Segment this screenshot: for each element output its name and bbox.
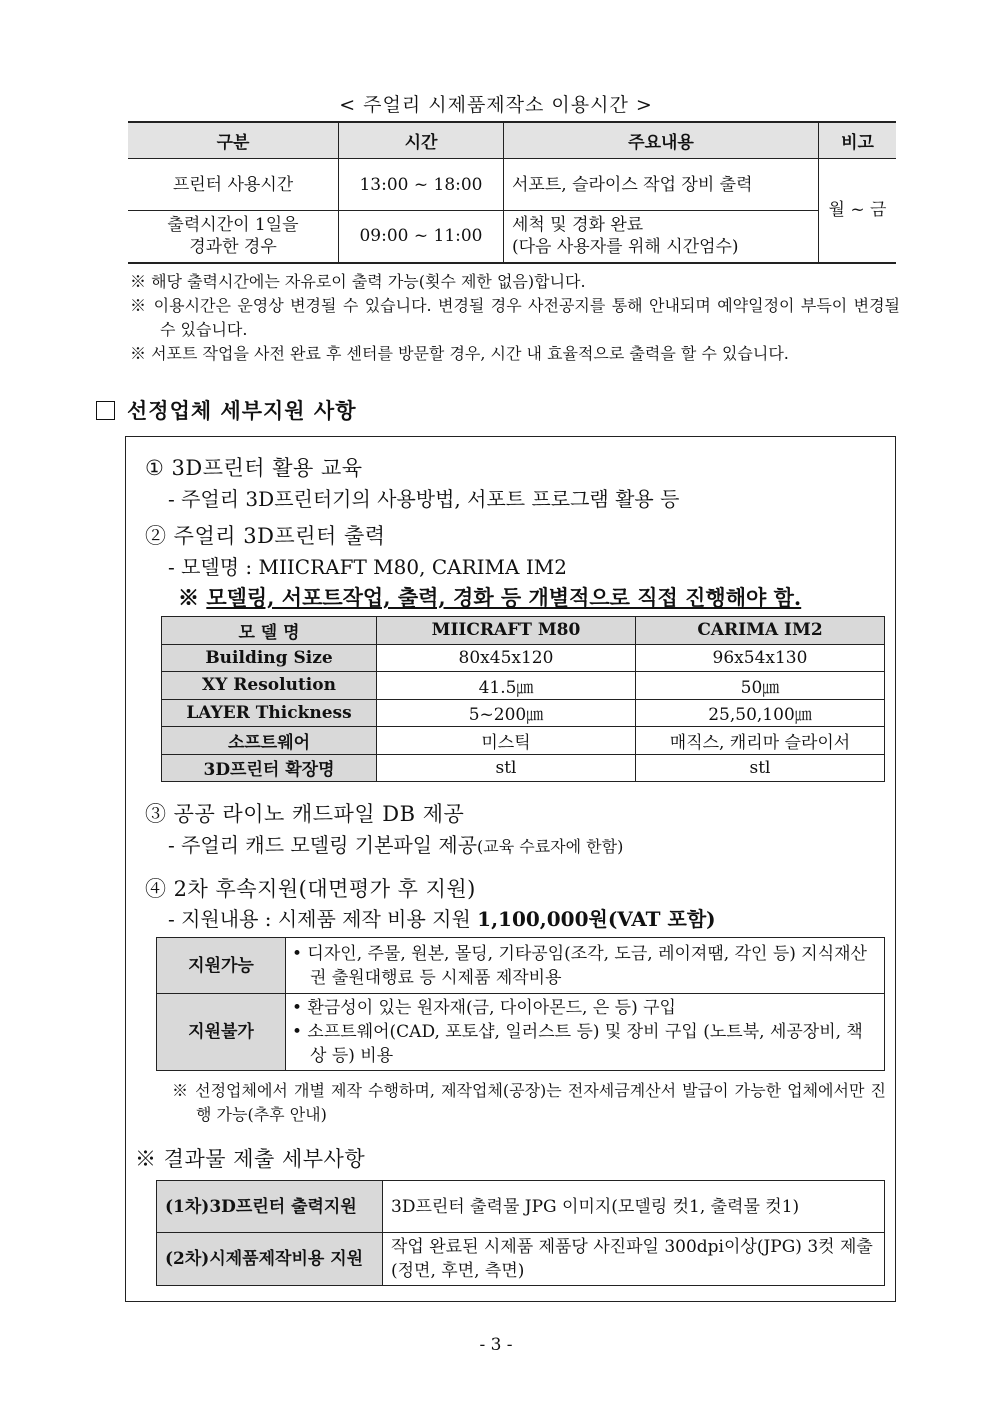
spec-value: 50㎛ — [636, 672, 885, 700]
hours-table — [128, 121, 896, 264]
table-row — [128, 211, 896, 263]
table-row — [157, 1233, 885, 1286]
item3-title: ③ 공공 라이노 캐드파일 DB 제공 — [145, 802, 465, 826]
result-label: (2차)시제품제작비용 지원 — [157, 1233, 383, 1286]
result-label: (1차)3D프린터 출력지원 — [157, 1181, 383, 1233]
item2-line: - 모델명 : MIICRAFT M80, CARIMA IM2 — [168, 555, 567, 579]
scope-content — [286, 938, 885, 994]
table-header: CARIMA IM2 — [636, 617, 885, 645]
spec-value: 80x45x120 — [377, 644, 636, 672]
scope-label: 지원불가 — [157, 994, 286, 1071]
item4-title: ④ 2차 후속지원(대면평가 후 지원) — [145, 877, 476, 901]
table-header: 비고 — [819, 122, 897, 159]
emphasis-text: 모델링, 서포트작업, 출력, 경화 등 개별적으로 직접 진행해야 함. — [206, 585, 802, 610]
table-row — [162, 672, 885, 700]
table-row — [162, 699, 885, 727]
table-header-row — [128, 122, 896, 159]
item3-line-main: - 주얼리 캐드 모델링 기본파일 제공 — [168, 833, 478, 857]
row-time: 09:00 ~ 11:00 — [339, 211, 504, 263]
spec-value: 미스틱 — [377, 727, 636, 755]
item3-line-small: (교육 수료자에 한함) — [477, 837, 624, 856]
results-table — [156, 1180, 885, 1286]
spec-value: stl — [636, 754, 885, 782]
row-label-line: 출력시간이 1일을 — [167, 215, 299, 236]
item2-emphasis — [178, 582, 801, 612]
result-text: 3D프린터 출력물 JPG 이미지(모델링 컷1, 출력물 컷1) — [383, 1181, 885, 1233]
spec-value: 매직스, 캐리마 슬라이서 — [636, 727, 885, 755]
spec-label: 3D프린터 확장명 — [162, 754, 377, 782]
table-row — [157, 938, 885, 994]
printer-spec-table — [161, 616, 885, 782]
spec-label: Building Size — [162, 644, 377, 672]
checkbox-icon — [96, 401, 115, 420]
item4-line — [168, 903, 716, 932]
row-content — [504, 159, 819, 211]
note: ※ 서포트 작업을 사전 완료 후 센터를 방문할 경우, 시간 내 효율적으로 출력을 할 수 있습니다. — [130, 344, 789, 363]
item2-title: ② 주얼리 3D프린터 출력 — [145, 524, 386, 548]
hours-caption: < 주얼리 시제품제작소 이용시간 > — [339, 94, 653, 116]
table-header-row — [162, 617, 885, 645]
row-label — [128, 211, 339, 263]
scope-bullet: • 환금성이 있는 원자재(금, 다이아몬드, 은 등) 구입 — [292, 998, 676, 1018]
results-title: ※ 결과물 제출 세부사항 — [135, 1147, 366, 1171]
result-text: 작업 완료된 시제품 제품당 사진파일 300dpi이상(JPG) 3컷 제출(정면, 후면, 측면) — [383, 1233, 885, 1286]
row-content-line: 서포트, 슬라이스 작업 장비 출력 — [512, 174, 753, 195]
section-title-text: 선정업체 세부지원 사항 — [127, 398, 357, 423]
note-cell: 월 ~ 금 — [819, 159, 897, 263]
item3-line — [168, 829, 623, 858]
table-row — [157, 1181, 885, 1233]
table-header: 주요내용 — [504, 122, 819, 159]
table-header: 모 델 명 — [162, 617, 377, 645]
spec-value: 25,50,100㎛ — [636, 699, 885, 727]
item4-note: ※ 선정업체에서 개별 제작 수행하며, 제작업체(공장)는 전자세금계산서 발급이 가능한 업체에서만 진행 가능(추후 안내) — [172, 1081, 886, 1124]
item1-line: - 주얼리 3D프린터기의 사용방법, 서포트 프로그램 활용 등 — [168, 487, 680, 511]
row-label-line: 경과한 경우 — [189, 237, 277, 258]
scope-bullet: • 소프트웨어(CAD, 포토샵, 일러스트 등) 및 장비 구입 (노트북, 세공장비, 책상 등) 비용 — [292, 1022, 863, 1066]
note: ※ 해당 출력시간에는 자유로이 출력 가능(횟수 제한 없음)합니다. — [130, 272, 586, 291]
row-content-line: (다음 사용자를 위해 시간엄수) — [512, 237, 739, 258]
section-title — [96, 395, 356, 425]
spec-label: 소프트웨어 — [162, 727, 377, 755]
table-header: 구분 — [128, 122, 339, 159]
row-content — [504, 211, 819, 263]
scope-content — [286, 994, 885, 1071]
hours-notes — [130, 270, 900, 366]
row-time: 13:00 ~ 18:00 — [339, 159, 504, 211]
page-number: - 3 - — [479, 1335, 513, 1355]
spec-label: LAYER Thickness — [162, 699, 377, 727]
emphasis-mark: ※ — [178, 585, 207, 610]
spec-value: 5~200㎛ — [377, 699, 636, 727]
table-row — [162, 727, 885, 755]
spec-value: 96x54x130 — [636, 644, 885, 672]
spec-value: stl — [377, 754, 636, 782]
table-header: MIICRAFT M80 — [377, 617, 636, 645]
table-row — [162, 644, 885, 672]
scope-label: 지원가능 — [157, 938, 286, 994]
note: ※ 이용시간은 운영상 변경될 수 있습니다. 변경될 경우 사전공지를 통해 안내되며 예약일정이 부득이 변경될 수 있습니다. — [130, 296, 900, 339]
scope-bullet: • 디자인, 주물, 원본, 몰딩, 기타공임(조각, 도금, 레이져땜, 각인 등) 지식재산권 출원대행료 등 시제품 제작비용 — [292, 943, 867, 988]
item1-title: ① 3D프린터 활용 교육 — [145, 456, 363, 480]
table-row — [157, 994, 885, 1071]
item4-line-amount: 1,100,000원(VAT 포함) — [477, 907, 716, 931]
row-content-line: 세척 및 경화 완료 — [512, 215, 644, 236]
table-header: 시간 — [339, 122, 504, 159]
spec-label: XY Resolution — [162, 672, 377, 700]
spec-value: 41.5㎛ — [377, 672, 636, 700]
support-scope-table — [156, 937, 885, 1071]
table-row — [162, 754, 885, 782]
item4-line-prefix: - 지원내용 : 시제품 제작 비용 지원 — [168, 907, 478, 931]
table-row — [128, 159, 896, 211]
row-label: 프린터 사용시간 — [128, 159, 339, 211]
